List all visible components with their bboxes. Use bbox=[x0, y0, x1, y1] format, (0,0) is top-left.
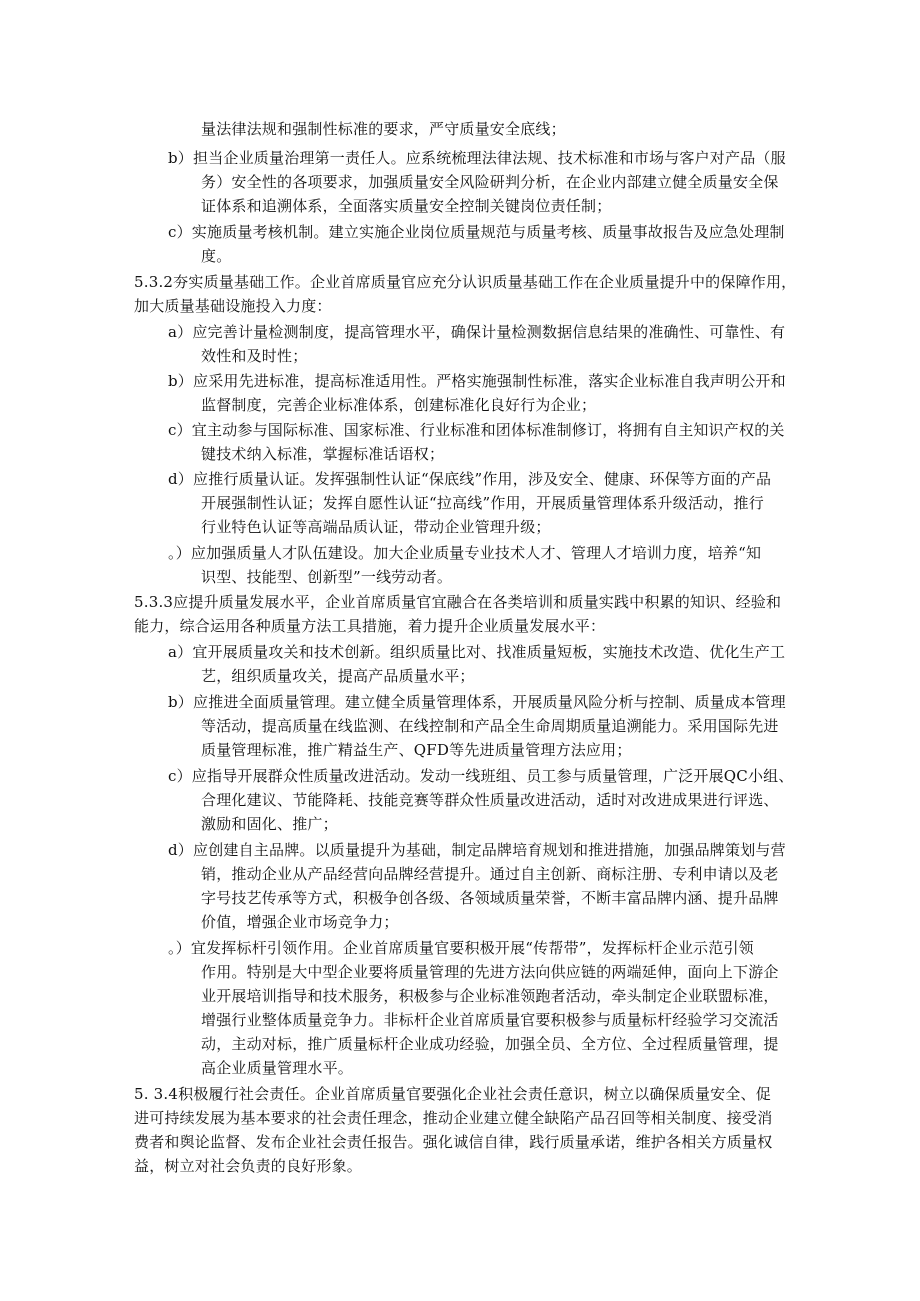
text-line: 行业特色认证等高端品质认证，带动企业管理升级； bbox=[201, 518, 551, 536]
text-line: 开展强制性认证；发挥自愿性认证“拉高线”作用，开展质量管理体系升级活动，推行 bbox=[201, 494, 764, 512]
text-line: 务）安全性的各项要求，加强质量安全风险研判分析，在企业内部建立健全质量安全保 bbox=[201, 173, 779, 191]
text-line: 等活动，提高质量在线监测、在线控制和产品全生命周期质量追溯能力。采用国际先进 bbox=[201, 717, 779, 735]
text-line: 益，树立对社会负责的良好形象。 bbox=[134, 1157, 363, 1175]
text-line: 作用。特别是大中型企业要将质量管理的先进方法向供应链的两端延伸，面向上下游企 bbox=[201, 963, 779, 981]
list-item-c: c）实施质量考核机制。建立实施企业岗位质量规范与质量考核、质量事故报告及应急处理制 bbox=[168, 223, 785, 241]
list-item-c: c）应指导开展群众性质量改进活动。发动一线班组、员工参与质量管理，广泛开展QC小组、 bbox=[168, 767, 794, 785]
list-item-e: 。）宜发挥标杆引领作用。企业首席质量官要积极开展“传帮带”，发挥标杆企业示范引领 bbox=[168, 939, 754, 957]
text-line: 高企业质量管理水平。 bbox=[201, 1059, 354, 1077]
list-item-e: 。）应加强质量人才队伍建设。加大企业质量专业技术人才、管理人才培训力度，培养“知 bbox=[168, 544, 762, 562]
text-line: 量法律法规和强制性标准的要求，严守质量安全底线； bbox=[201, 120, 566, 138]
text-line: 度。 bbox=[201, 247, 232, 265]
list-item-b: b）应采用先进标准，提高标准适用性。严格实施强制性标准，落实企业标准自我声明公开和 bbox=[168, 372, 786, 390]
list-item-d: d）应推行质量认证。发挥强制性认证“保底线”作用，涉及安全、健康、环保等方面的产品 bbox=[168, 470, 772, 488]
section-5-3-3: 5.3.3应提升质量发展水平，企业首席质量官宜融合在各类培训和质量实践中积累的知识、经验和 bbox=[134, 593, 782, 611]
text-line: 进可持续发展为基本要求的社会责任理念，推动企业建立健全缺陷产品召回等相关制度、接受消 bbox=[134, 1109, 773, 1127]
text-line: 效性和及时性； bbox=[201, 347, 308, 365]
text-line: 监督制度，完善企业标准体系，创建标准化良好行为企业； bbox=[201, 396, 597, 414]
list-item-a: a）宜开展质量攻关和技术创新。组织质量比对、找准质量短板，实施技术改造、优化生产工 bbox=[168, 643, 786, 661]
text-line: 激励和固化、推广； bbox=[201, 815, 338, 833]
text-line: 识型、技能型、创新型”一线劳动者。 bbox=[201, 568, 453, 586]
text-line: 增强行业整体质量竞争力。非标杆企业首席质量官要积极参与质量标杆经验学习交流活 bbox=[201, 1011, 779, 1029]
text-line: 销，推动企业从产品经营向品牌经营提升。通过自主创新、商标注册、专利申请以及老 bbox=[201, 865, 779, 883]
text-line: 字号技艺传承等方式，积极争创各级、各领域质量荣誉，不断丰富品牌内涵、提升品牌 bbox=[201, 889, 779, 907]
text-line: 加大质量基础设施投入力度： bbox=[134, 297, 332, 315]
text-line: 质量管理标准，推广精益生产、QFD等先进质量管理方法应用； bbox=[201, 741, 632, 759]
text-line: 能力，综合运用各种质量方法工具措施，着力提升企业质量发展水平： bbox=[134, 617, 606, 635]
list-item-c: c）宜主动参与国际标准、国家标准、行业标准和团体标准制修订，将拥有自主知识产权的关 bbox=[168, 421, 785, 439]
list-item-d: d）应创建自主品牌。以质量提升为基础，制定品牌培育规划和推进措施，加强品牌策划与营 bbox=[168, 841, 786, 859]
text-line: 费者和舆论监督、发布企业社会责任报告。强化诚信自律，践行质量承诺，维护各相关方质量权 bbox=[134, 1133, 773, 1151]
text-line: 价值，增强企业市场竞争力； bbox=[201, 913, 399, 931]
text-line: 业开展培训指导和技术服务，积极参与企业标准领跑者活动，牵头制定企业联盟标准， bbox=[201, 987, 779, 1005]
list-item-b: b）应推进全面质量管理。建立健全质量管理体系，开展质量风险分析与控制、质量成本管理 bbox=[168, 693, 786, 711]
list-item-a: a）应完善计量检测制度，提高管理水平，确保计量检测数据信息结果的准确性、可靠性、有 bbox=[168, 323, 786, 341]
list-item-b: b）担当企业质量治理第一责任人。应系统梳理法律法规、技术标准和市场与客户对产品（服 bbox=[168, 149, 786, 167]
section-5-3-2: 5.3.2夯实质量基础工作。企业首席质量官应充分认识质量基础工作在企业质量提升中的保障作用， bbox=[134, 273, 797, 291]
section-5-3-4: 5. 3.4积极履行社会责任。企业首席质量官要强化企业社会责任意识，树立以确保质量安全、促 bbox=[134, 1085, 771, 1103]
text-line: 证体系和追溯体系，全面落实质量安全控制关键岗位责任制； bbox=[201, 197, 612, 215]
text-line: 键技术纳入标准，掌握标准话语权； bbox=[201, 445, 445, 463]
text-line: 艺，组织质量攻关，提高产品质量水平； bbox=[201, 667, 475, 685]
text-line: 合理化建议、节能降耗、技能竞赛等群众性质量改进活动，适时对改进成果进行评选、 bbox=[201, 791, 779, 809]
text-line: 动，主动对标，推广质量标杆企业成功经验，加强全员、全方位、全过程质量管理，提 bbox=[201, 1035, 779, 1053]
